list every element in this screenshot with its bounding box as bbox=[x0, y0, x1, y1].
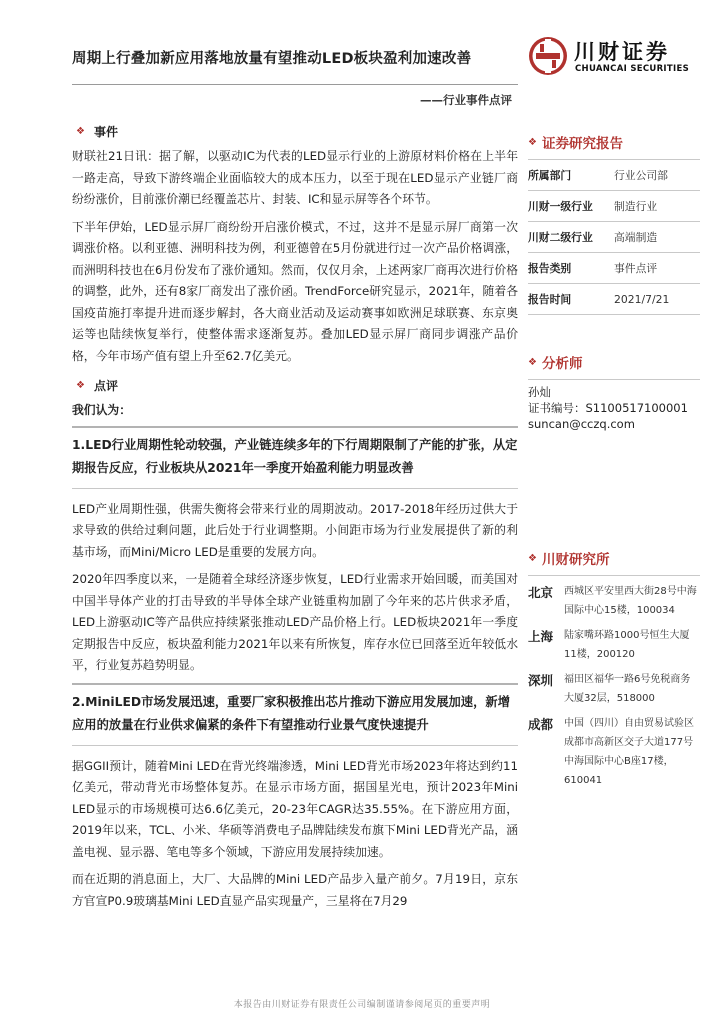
point1-paragraph-1: LED产业周期性强，供需失衡将会带来行业的周期波动。2017-2018年经历过供大于求导致的供给过剩问题，此后处于行业调整期。小间距市场为行业发展提供了新的利基市场，而Mini/Micro LED是重要的发展方向。 bbox=[72, 501, 518, 559]
event-section-heading bbox=[72, 121, 518, 141]
footer-disclaimer: 本报告由川财证券有限责任公司编制谨请参阅尾页的重要声明 bbox=[233, 1000, 491, 1010]
info-value: 行业公司部 bbox=[614, 168, 668, 182]
diamond-bullet-icon: ❖ bbox=[76, 125, 85, 137]
info-label: 报告类别 bbox=[528, 261, 572, 275]
opinion-intro: 我们认为： bbox=[72, 403, 131, 417]
info-value: 制造行业 bbox=[614, 199, 658, 213]
info-row-department bbox=[528, 160, 700, 190]
report-info-heading-text: 证券研究报告 bbox=[542, 136, 623, 152]
info-label: 报告时间 bbox=[528, 292, 572, 306]
institute-heading bbox=[528, 547, 700, 569]
logo-chinese-name: 川财证券 bbox=[574, 40, 670, 64]
info-value: 高端制造 bbox=[614, 230, 658, 244]
office-address: 中国（四川）自由贸易试验区成都市高新区交子大道177号中海国际中心B座17楼，610041 bbox=[564, 718, 694, 786]
report-title: 周期上行叠加新应用落地放量有望推动LED板块盈利加速改善 bbox=[72, 51, 472, 67]
report-info-heading bbox=[528, 131, 700, 153]
institute-heading-text: 川财研究所 bbox=[542, 552, 610, 568]
office-address: 陆家嘴环路1000号恒生大厦11楼，200120 bbox=[564, 630, 690, 660]
report-subtitle: ——行业事件点评 bbox=[420, 93, 512, 107]
office-city: 深圳 bbox=[528, 673, 554, 688]
office-city: 上海 bbox=[528, 629, 554, 644]
company-logo bbox=[528, 34, 698, 82]
event-paragraph-1: 财联社21日讯：据了解，以驱动IC为代表的LED显示行业的上游原材料价格在上半年一路走高，导致下游终端企业面临较大的成本压力，以至于现在LED显示产业链厂商纷纷涨价，目前涨价潮已经覆盖芯片、封装、IC和显示屏等各个环节。 bbox=[72, 149, 518, 206]
office-shanghai bbox=[528, 626, 700, 664]
logo-english-name: CHUANCAI SECURITIES bbox=[575, 64, 689, 74]
office-shenzhen bbox=[528, 670, 700, 708]
diamond-bullet-icon: ❖ bbox=[528, 136, 537, 148]
comment-section-heading bbox=[72, 375, 518, 395]
analyst-heading bbox=[528, 351, 700, 373]
analyst-heading-text: 分析师 bbox=[542, 356, 583, 372]
diamond-bullet-icon: ❖ bbox=[528, 356, 537, 368]
info-value: 2021/7/21 bbox=[614, 292, 670, 306]
info-row-primary-industry bbox=[528, 191, 700, 221]
info-row-secondary-industry bbox=[528, 222, 700, 252]
diamond-bullet-icon: ❖ bbox=[528, 552, 537, 564]
header-divider bbox=[72, 84, 518, 85]
info-value: 事件点评 bbox=[614, 261, 658, 275]
point2-paragraph-2: 而在近期的消息面上，大厂、大品牌的Mini LED产品步入量产前夕。7月19日，京东方官宣P0.9玻璃基Mini LED直显产品实现量产，三星将在7月29 bbox=[72, 872, 518, 908]
analyst-name: 孙灿 bbox=[528, 385, 551, 399]
office-chengdu bbox=[528, 714, 700, 790]
analyst-email[interactable]: suncan@cczq.com bbox=[528, 417, 635, 431]
office-address: 福田区福华一路6号免税商务大厦32层，518000 bbox=[564, 674, 691, 704]
office-city: 北京 bbox=[528, 585, 554, 600]
office-city: 成都 bbox=[528, 717, 554, 732]
point1-paragraph-2: 2020年四季度以来，一是随着全球经济逐步恢复，LED行业需求开始回暖，而美国对中国半导体产业的打击导致的半导体全球产业链重构加剧了今年来的芯片供求矛盾，LED上游驱动IC等产品供应持续紧张推动LED产品价格上行。LED板块2021年一季度定期报告中反应，板块盈利能力2021年以来有所恢复，库存水位已回落至近年较低水平，行业复苏趋势明显。 bbox=[72, 572, 518, 672]
info-label: 所属部门 bbox=[528, 168, 572, 182]
office-beijing bbox=[528, 582, 700, 620]
comment-heading-text: 点评 bbox=[94, 378, 119, 393]
event-paragraph-2: 下半年伊始，LED显示屏厂商纷纷开启涨价模式，不过，这并不是显示屏厂商第一次调涨价格。以利亚德、洲明科技为例，利亚德曾在5月份就进行过一次产品价格调涨，而洲明科技也在6月份发布了涨价通知。然而，仅仅月余，上述两家厂商再次进行价格的调整，此外，还有8家厂商发出了涨价函。TrendForce研究显示，2021年，随着各国疫苗施打率提升进而逐步解封，各大商业活动及运动赛事如欧洲足球联赛、东京奥运等也陆续恢复举行，使整体需求逐渐复苏。叠加LED显示屏厂商同步调涨产品价格，今年市场产值有望上升至62.7亿美元。 bbox=[72, 219, 518, 363]
key-point-1: 1.LED行业周期性轮动较强，产业链连续多年的下行周期限制了产能的扩张，从定期报告反应，行业板块从2021年一季度开始盈利能力明显改善 bbox=[72, 426, 518, 489]
info-row-report-type bbox=[528, 253, 700, 283]
event-heading-text: 事件 bbox=[94, 124, 119, 139]
diamond-bullet-icon: ❖ bbox=[76, 379, 85, 391]
analyst-certificate: 证书编号：S1100517100001 bbox=[528, 401, 688, 415]
sidebar-divider bbox=[528, 575, 700, 576]
sidebar bbox=[528, 131, 700, 796]
sidebar-divider bbox=[528, 314, 700, 315]
main-content bbox=[72, 121, 518, 918]
office-address: 西城区平安里西大街28号中海国际中心15楼，100034 bbox=[564, 586, 697, 616]
info-label: 川财二级行业 bbox=[528, 230, 593, 244]
chuancai-logo-icon bbox=[528, 36, 568, 76]
info-label: 川财一级行业 bbox=[528, 199, 593, 213]
key-point-2: 2.MiniLED市场发展迅速，重要厂家积极推出芯片推动下游应用发展加速，新增应用的放量在行业供求偏紧的条件下有望推动行业景气度快速提升 bbox=[72, 683, 518, 746]
point2-paragraph-1: 据GGII预计，随着Mini LED在背光终端渗透，Mini LED背光市场2023年将达到约11亿美元，带动背光市场整体复苏。在显示市场方面，据国星光电，预计2023年Mini LED显示的市场规模可达6.6亿美元，20-23年CAGR达35.55%。在下游应用方面，2019年以来，TCL、小米、华硕等消费电子品牌陆续发布旗下Mini LED背光产品，涵盖电视、显示器、笔电等多个领域，下游应用发展持续加速。 bbox=[72, 758, 518, 859]
info-row-report-date bbox=[528, 284, 700, 314]
